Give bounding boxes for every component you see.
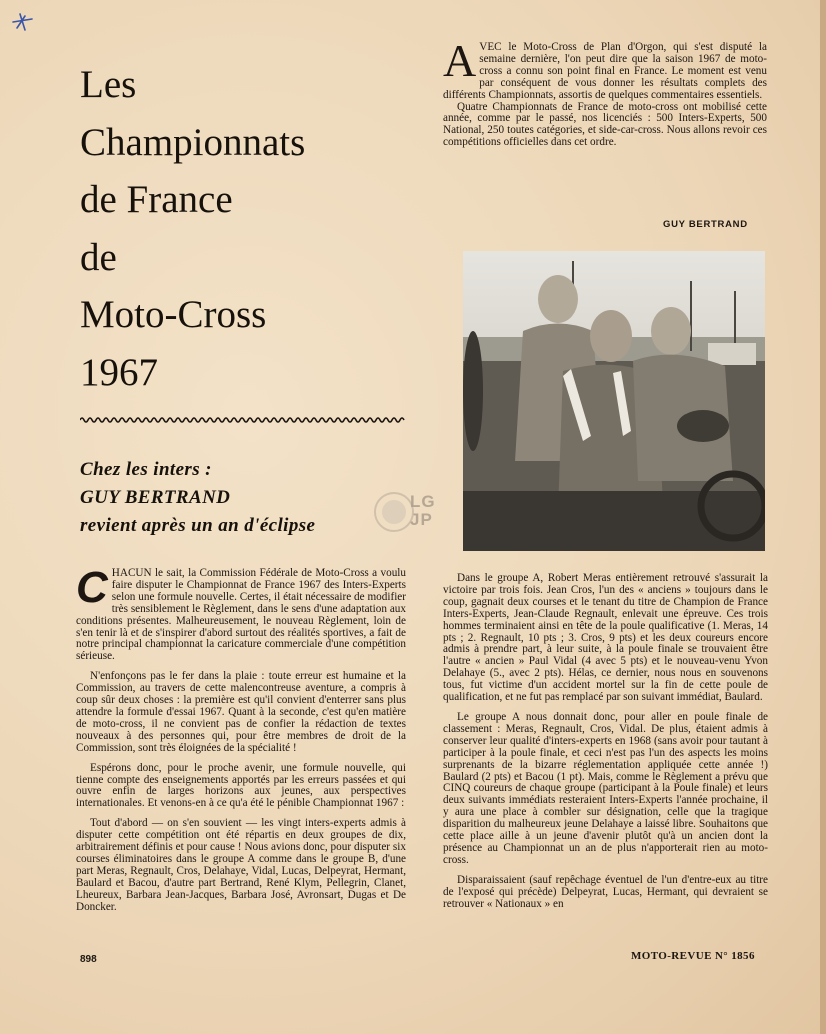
- left-dropcap: C: [76, 563, 108, 612]
- article-title: [80, 56, 420, 401]
- left-paragraph-4: Tout d'abord — on s'en souvient — les vingt inters-experts admis à disputer cette compétition ont été répartis en deux groupes de dix, arbitrairement définis et pour cause ! Nous avions donc, pour disputer six courses éliminatoires dans le groupe A comme dans le groupe B, d'une part Meras, Regnault, Cros, Delahaye, Vidal, Lucas, Delpeyrat, Hermant, Baulard et Bacou, d'autre part Bertrand, René Klym, Pellegrin, Clanet, Lheureux, Barbara Jean-Jacques, Barbara José, Avronsart, Dugas et De Doncker.: [76, 817, 406, 913]
- subtitle-line: GUY BERTRAND: [80, 487, 231, 508]
- title-line: de France: [80, 178, 233, 221]
- subtitle-line: Chez les inters :: [80, 459, 212, 480]
- title-line: 1967: [80, 350, 158, 394]
- right-column: [443, 573, 768, 918]
- page-number: 898: [80, 954, 97, 965]
- wavy-divider: [80, 416, 406, 424]
- left-column: [76, 563, 406, 921]
- title-line: Moto-Cross: [80, 293, 267, 336]
- title-line: de: [80, 235, 117, 279]
- intro-dropcap: A: [443, 35, 477, 86]
- title-line: Les: [80, 63, 137, 106]
- intro-text: VEC le Moto-Cross de Plan d'Orgon, qui s'est disputé la semaine dernière, l'on peut dire que la saison 1967 de moto-cross a connu son point final en France. Le moment est venu par conséquent de vous donner les résultats complets des différents Championnats, assortis de quelques commentaires essentiels.: [443, 41, 767, 101]
- left-paragraph-3: Espérons donc, pour le proche avenir, une formule nouvelle, qui tienne compte des enseignements apportés par les erreurs passées et qui ouvre enfin de larges horizons aux jeunes, aux perspectives internationales. Et venons-en à ce qu'a été le pénible Championnat 1967 :: [76, 761, 406, 810]
- subtitle-line: revient après un an d'éclipse: [80, 515, 316, 536]
- page-edge: [820, 0, 826, 1034]
- left-paragraph-2: N'enfonçons pas le fer dans la plaie : toute erreur est humaine et la Commission, au travers de cette malencontreuse aventure, a compris à coup sûr deux choses : la première est qu'il convient d'enterrer sans plus attendre la formule d'essai 1967. Quant à la seconde, c'est qu'en matière de moto-cross, il ne convient pas de confier la rédaction de textes nouveaux à des personnes qui, pour être membres de droit de la Commission, sont très éloignées de la spécialité !: [76, 670, 406, 754]
- intro-paragraphs: [443, 35, 767, 157]
- title-line: Championnats: [80, 120, 306, 164]
- riders-photo-illustration: [463, 251, 765, 551]
- right-paragraph-3: Disparaissaient (sauf repêchage éventuel de l'un d'entre-eux au titre de l'exposé qui précède) Delpeyrat, Lucas, Hermant, qui devraient se retrouver « Nationaux » en: [443, 873, 768, 910]
- author-byline: GUY BERTRAND: [663, 219, 748, 230]
- right-paragraph-2: Le groupe A nous donnait donc, pour aller en poule finale de classement : Meras, Regnault, Cros, Vidal. De plus, étaient admis à conserver leur qualité d'inters-experts en 1968 (sans avoir pour tautant à participer à la poule finale, et ceci n'est pas l'un des aspects les moins surprenants de la bizarre réglementation appliquée cette année !) Baulard (2 pts) et Bacou (1 pt). Mais, comme le Règlement a prévu que CINQ coureurs de chaque groupe (participant à la Poule finale) et leurs deux suivants immédiats resteraient Inters-Experts l'année prochaine, il y aura une place à combler sur désignation, celle que la tragique disparition du malheureux jeune Delahaye a laissé libre. Souhaitons que cette place aille à un jeune d'avenir plutôt qu'à un ancien dont la présence au Championnat un an de plus n'apporterait rien au moto-cross.: [443, 710, 768, 866]
- magazine-issue: MOTO-REVUE N° 1856: [631, 950, 755, 962]
- intro-paragraph-2: Quatre Championnats de France de moto-cross ont mobilisé cette année, comme par le passé, nos licenciés : 500 Inters-Experts, 500 National, 250 toutes catégories, et side-car-cross. Nous allons revoir ces compétitions officielles dans cet ordre.: [443, 100, 767, 149]
- left-paragraph-1: HACUN le sait, la Commission Fédérale de Moto-Cross a voulu faire disputer le Championnat de France 1967 des Inters-Experts selon une formule nouvelle. Certes, il était nécessaire de modifier très sensiblement le Règlement, dans le sens d'une adaptation aux conditions présentes. Malheureusement, le nouveau Règlement, loin de s'en tenir là et de s'inspirer d'abord surtout des réalités sportives, a fait de notre principal championnat la caricature commerciale d'une compétition sérieuse.: [76, 567, 406, 663]
- photo-riders: [463, 251, 765, 551]
- watermark-text: LG JP: [410, 492, 436, 529]
- right-paragraph-1: Dans le groupe A, Robert Meras entièrement retrouvé s'assurait la victoire par trois fois. Jean Cros, l'un des « anciens » toujours dans le coup, gagnait deux courses et le tenant du titre de Champion de France Inters-Experts, Jean-Claude Regnault, enlevait une épreuve. Ces trois hommes terminaient ainsi en tête de la poule qualificative (1. Meras, 14 pts ; 2. Regnault, 10 pts ; 3. Cros, 9 pts) et les deux coureurs encore admis à prendre part, à leur suite, à la poule finale se trouvaient être l'autre « ancien » Paul Vidal (4 avec 5 pts) et le nouveau-venu Yvon Delahaye (5., avec 2 pts). Hélas, ce dernier, nous nous en souvenons tous, fut victime d'un accident mortel sur la fin de cette poule de qualification, et ne fut pas remplacé par son suivant immédiat, Baulard.: [443, 572, 768, 704]
- article-subtitle: [80, 456, 420, 540]
- handwritten-mark: [10, 10, 36, 32]
